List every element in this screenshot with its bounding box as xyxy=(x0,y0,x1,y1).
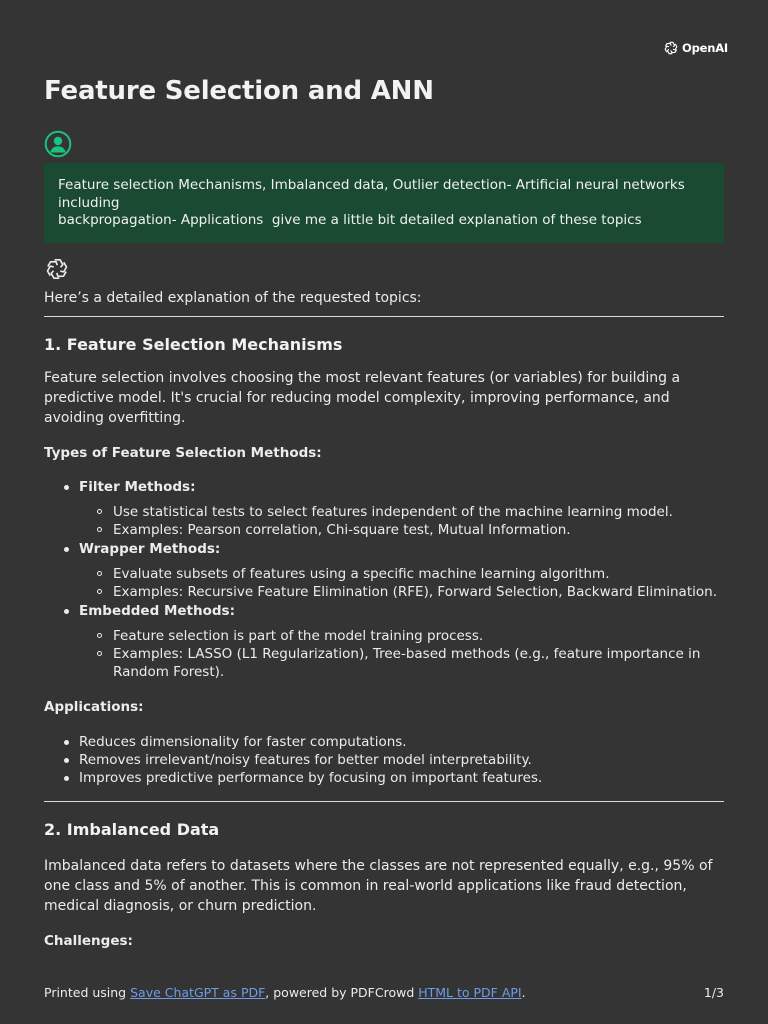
footer-prefix: Printed using xyxy=(44,985,131,1000)
chatgpt-icon xyxy=(44,256,70,282)
list-item: Improves predictive performance by focusing on important features. xyxy=(44,769,724,787)
sub-list-item: Examples: Pearson correlation, Chi-square test, Mutual Information. xyxy=(79,521,724,539)
save-chatgpt-pdf-link[interactable]: Save ChatGPT as PDF xyxy=(130,985,266,1000)
user-avatar-icon xyxy=(44,130,72,158)
list-item-label: Wrapper Methods: xyxy=(79,541,221,557)
divider xyxy=(44,801,724,802)
list-item: Reduces dimensionality for faster computations. xyxy=(44,733,724,751)
footer-middle: , powered by PDFCrowd xyxy=(265,985,419,1000)
list-item-embedded-methods xyxy=(44,602,724,681)
sub-list-item: Evaluate subsets of features using a specific machine learning algorithm. xyxy=(79,565,724,583)
page-title: Feature Selection and ANN xyxy=(44,76,434,106)
page-number: 1/3 xyxy=(703,985,724,1000)
response-intro: Here’s a detailed explanation of the requested topics: xyxy=(44,290,422,306)
types-label: Types of Feature Selection Methods: xyxy=(44,445,322,461)
sub-list xyxy=(79,627,724,681)
response-content xyxy=(44,288,724,950)
list-item-label: Filter Methods: xyxy=(79,479,196,495)
sub-list-item: Examples: LASSO (L1 Regularization), Tree-based methods (e.g., feature importance in Random Forest). xyxy=(79,645,724,681)
feature-selection-types-list xyxy=(44,478,724,681)
sub-list-item: Use statistical tests to select features independent of the machine learning model. xyxy=(79,503,724,521)
imbalanced-data-description: Imbalanced data refers to datasets where the classes are not represented equally, e.g., 95% of one class and 5% of another. This is common in real-world applications like fraud detection, medical diagnosis, or churn prediction. xyxy=(44,858,713,914)
list-item-wrapper-methods xyxy=(44,540,724,601)
list-item-label: Embedded Methods: xyxy=(79,603,235,619)
applications-list xyxy=(44,733,724,787)
sub-list-item: Examples: Recursive Feature Elimination (RFE), Forward Selection, Backward Elimination. xyxy=(79,583,724,601)
logo-text: OpenAI xyxy=(682,41,728,55)
sub-list-item: Feature selection is part of the model training process. xyxy=(79,627,724,645)
divider xyxy=(44,316,724,317)
footer xyxy=(44,985,724,1000)
challenges-label: Challenges: xyxy=(44,933,133,949)
applications-label: Applications: xyxy=(44,699,144,715)
footer-suffix: . xyxy=(521,985,526,1000)
list-item: Removes irrelevant/noisy features for better model interpretability. xyxy=(44,751,724,769)
sub-list xyxy=(79,503,724,539)
openai-logo xyxy=(663,40,728,56)
sub-list xyxy=(79,565,724,601)
user-message-line: backpropagation- Applications give me a little bit detailed explanation of these topics xyxy=(58,212,642,228)
user-message-line: including xyxy=(58,194,120,211)
section-heading-feature-selection: 1. Feature Selection Mechanisms xyxy=(44,335,343,354)
openai-logo-icon xyxy=(663,40,679,56)
list-item-filter-methods xyxy=(44,478,724,539)
html-to-pdf-api-link[interactable]: HTML to PDF API xyxy=(418,985,522,1000)
user-message xyxy=(44,163,724,243)
section-heading-imbalanced-data: 2. Imbalanced Data xyxy=(44,820,220,839)
feature-selection-description: Feature selection involves choosing the most relevant features (or variables) for building a predictive model. It's crucial for reducing model complexity, improving performance, and avoiding overfitting. xyxy=(44,370,681,426)
user-message-line: Feature selection Mechanisms, Imbalanced data, Outlier detection- Artificial neural networks xyxy=(58,177,685,193)
